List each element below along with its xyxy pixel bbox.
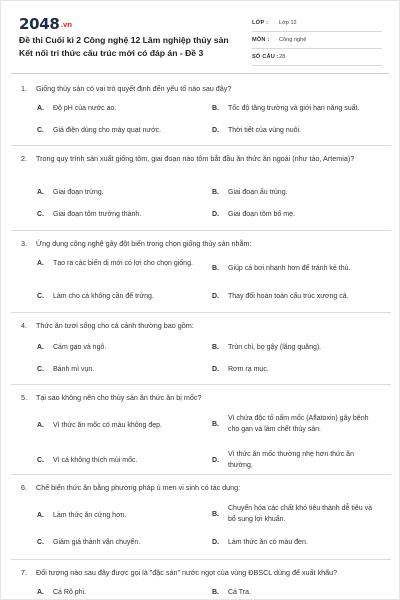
option-a[interactable]	[37, 342, 203, 353]
option-text: Giai đoạn tôm trưởng thành.	[53, 211, 142, 218]
question-stem	[21, 320, 381, 331]
meta-row-class	[252, 15, 382, 32]
option-a[interactable]	[37, 587, 203, 598]
option-text: Độ pH của nước ao.	[53, 105, 117, 112]
question-number: 6.	[21, 483, 27, 492]
meta-label: MÔN :	[252, 37, 270, 43]
question-number: 7.	[21, 568, 27, 577]
exam-title: Đề thi Cuối kì 2 Công nghệ 12 Lâm nghiệp thủy sản Kết nối tri thức cấu trúc mới có đáp án - Đề 3	[19, 35, 229, 58]
question-stem	[21, 392, 381, 403]
question-divider	[11, 384, 391, 385]
meta-value: Công nghệ	[279, 37, 307, 43]
option-text: Giai đoạn ấu trùng.	[228, 189, 288, 196]
option-letter: A.	[37, 344, 44, 351]
option-b[interactable]	[212, 587, 378, 598]
option-letter: A.	[37, 189, 44, 196]
question-text: Giống thủy sản có vai trò quyết định đến yếu tố nào sau đây?	[36, 84, 232, 93]
option-text: Thời tiết của vùng nuôi.	[228, 127, 302, 134]
header	[1, 1, 399, 87]
option-b[interactable]	[212, 413, 378, 435]
option-text: Làm thức ăn có màu đen.	[228, 539, 308, 546]
option-text: Vì cá không thích mùi mốc.	[53, 457, 138, 464]
option-text: Giai đoạn trứng.	[53, 189, 104, 196]
option-letter: B.	[212, 589, 219, 596]
option-text: Tốc độ tăng trưởng và giới hạn năng suất.	[228, 105, 360, 112]
option-a[interactable]	[37, 420, 203, 431]
option-text: Giảm giá thành vận chuyển.	[53, 539, 141, 546]
question-text: Trong quy trình sản xuất giống tôm, giai đoạn nào tôm bắt đầu ăn thức ăn ngoài (như tảo, Artemia)?	[36, 154, 355, 163]
option-d[interactable]	[212, 209, 378, 220]
question-number: 1.	[21, 84, 27, 93]
option-a[interactable]	[37, 187, 203, 198]
option-letter: A.	[37, 512, 44, 519]
question-text: Chế biến thức ăn bằng phương pháp ủ men vi sinh có tác dụng:	[36, 483, 241, 492]
option-text: Thay đổi hoàn toàn cấu trúc xương cá.	[228, 293, 349, 300]
meta-row-subject	[252, 32, 382, 49]
question-stem	[21, 482, 381, 493]
option-letter: A.	[37, 260, 44, 267]
question-number: 2.	[21, 154, 27, 163]
question-number: 4.	[21, 321, 27, 330]
option-text: Vì thức ăn mốc có màu không đẹp.	[53, 422, 162, 429]
option-letter: B.	[212, 189, 219, 196]
option-letter: D.	[212, 366, 219, 373]
meta-label: LỚP :	[252, 20, 269, 26]
option-a[interactable]	[37, 258, 193, 269]
option-letter: B.	[212, 105, 219, 112]
exam-meta-table	[252, 15, 382, 66]
option-text: Giá điện dùng cho máy quạt nước.	[53, 127, 162, 134]
option-c[interactable]	[37, 125, 203, 136]
option-letter: D.	[212, 211, 219, 218]
option-b[interactable]	[212, 263, 393, 274]
option-text: Chuyển hóa các chất khó tiêu thành dễ tiêu và bổ sung lợi khuẩn.	[228, 505, 372, 523]
option-letter: D.	[212, 127, 219, 134]
logo-brand: 2048	[19, 15, 60, 33]
option-d[interactable]	[212, 449, 378, 471]
question-text: Ứng dụng công nghệ gây đột biến trong chọn giống thủy sản nhằm:	[36, 239, 252, 248]
question-stem	[21, 238, 381, 249]
option-text: Cá Rô phi.	[53, 589, 87, 596]
option-letter: D.	[212, 456, 219, 464]
option-text: Giai đoạn tôm bố mẹ.	[228, 211, 295, 218]
meta-value: 28	[279, 54, 286, 60]
option-b[interactable]	[212, 503, 378, 525]
option-letter: A.	[37, 105, 44, 112]
option-letter: C.	[37, 211, 44, 218]
option-text: Vì chứa độc tố nấm mốc (Aflatoxin) gây bệnh cho gan và làm chết thủy sản.	[228, 415, 369, 433]
logo-tld: .vn	[60, 21, 72, 29]
option-letter: B.	[212, 265, 219, 272]
option-letter: C.	[37, 127, 44, 134]
option-a[interactable]	[37, 510, 203, 521]
option-letter: D.	[212, 539, 219, 546]
option-text: Làm thức ăn cứng hơn.	[53, 512, 127, 519]
question-stem	[21, 567, 381, 578]
option-letter: A.	[37, 422, 44, 429]
meta-row-count	[252, 49, 382, 66]
question-text: Tại sao không nên cho thủy sản ăn thức ăn bị mốc?	[36, 393, 202, 402]
option-text: Cám gạo và ngô.	[53, 344, 107, 351]
option-letter: B.	[212, 344, 219, 351]
question-text: Đối tượng nào sau đây được gọi là "đặc sản" nước ngọt của vùng ĐBSCL dùng để xuất khẩu?	[36, 568, 338, 577]
question-number: 5.	[21, 393, 27, 402]
question-divider	[11, 230, 391, 231]
option-b[interactable]	[212, 103, 393, 114]
option-letter: B.	[212, 420, 219, 428]
option-b[interactable]	[212, 187, 378, 198]
option-d[interactable]	[212, 291, 393, 302]
option-text: Tạo ra các biến dị mới có lợi cho chọn giống.	[53, 260, 193, 267]
option-d[interactable]	[212, 364, 378, 375]
option-letter: D.	[212, 293, 219, 300]
option-d[interactable]	[212, 537, 378, 548]
option-c[interactable]	[37, 209, 203, 220]
question-divider	[11, 312, 391, 313]
option-letter: C.	[37, 539, 44, 546]
meta-label: SỐ CÂU :	[252, 54, 279, 60]
option-text: Trùn chỉ, bọ gậy (lăng quăng).	[228, 344, 322, 351]
question-divider	[11, 145, 391, 146]
option-text: Giúp cá bơi nhanh hơn để tránh kẻ thù.	[228, 265, 351, 272]
option-text: Cá Tra.	[228, 589, 251, 596]
option-letter: C.	[37, 457, 44, 464]
option-text: Làm cho cá không cần để trứng.	[53, 293, 154, 300]
question-text: Thức ăn tươi sống cho cá cảnh thường bao gồm:	[36, 321, 194, 330]
option-text: Rơm rạ mục.	[228, 366, 269, 373]
option-c[interactable]	[37, 364, 203, 375]
question-stem	[21, 153, 381, 164]
option-letter: B.	[212, 510, 219, 518]
option-a[interactable]	[37, 103, 203, 114]
question-number: 3.	[21, 239, 27, 248]
option-c[interactable]	[37, 455, 203, 466]
option-c[interactable]	[37, 291, 203, 302]
question-stem	[21, 83, 381, 94]
option-text: Bánh mì vụn.	[53, 366, 95, 373]
site-logo[interactable]	[19, 15, 72, 33]
option-letter: C.	[37, 366, 44, 373]
option-letter: A.	[37, 589, 44, 596]
meta-value: Lớp 12	[279, 20, 297, 26]
option-b[interactable]	[212, 342, 378, 353]
option-letter: C.	[37, 293, 44, 300]
option-text: Vì thức ăn mốc thường nhẹ hơn thức ăn thường.	[228, 451, 354, 469]
question-divider	[11, 559, 391, 560]
option-d[interactable]	[212, 125, 378, 136]
option-c[interactable]	[37, 537, 203, 548]
header-divider	[11, 73, 389, 74]
question-divider	[11, 474, 391, 475]
